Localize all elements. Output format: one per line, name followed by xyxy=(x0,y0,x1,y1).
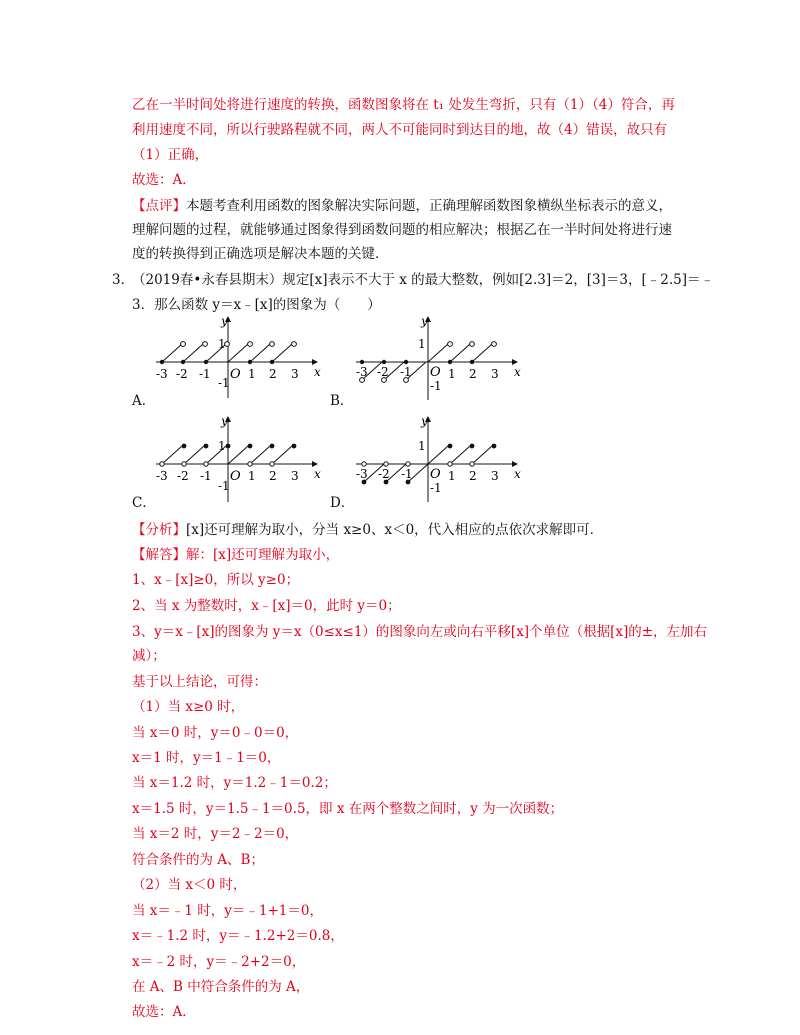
graph-c-origin: O xyxy=(230,469,241,484)
graph-option-a xyxy=(150,314,320,402)
analysis-text: [x]还可理解为取小，分当 x≥0、x＜0，代入相应的点依次求解即可． xyxy=(186,522,604,538)
graph-a-tick-m2: -2 xyxy=(176,367,188,381)
graph-d-tick-3: 3 xyxy=(491,469,499,483)
graph-d-tick-2: 2 xyxy=(469,469,477,483)
graph-a-origin: O xyxy=(230,367,241,382)
graph-d-y-label: y xyxy=(421,414,428,428)
graph-a-x-label: x xyxy=(314,365,321,379)
option-c-label: C． xyxy=(132,495,156,511)
solution-line-0 xyxy=(132,546,339,564)
solution-line-18: 故选：A． xyxy=(132,1004,196,1020)
question-line-1: （2019春•永春县期末）规定[x]表示不大于 x 的最大整数，例如[2.3]＝2，[3]＝3，[﹣2.5]＝﹣ xyxy=(132,272,714,288)
graph-a-one: 1 xyxy=(218,337,226,351)
comment-line-2: 理解问题的过程，就能够通过图象得到函数问题的相应解决；根据乙在一半时间处将进行速 xyxy=(132,222,672,238)
graph-c-x-label: x xyxy=(314,467,321,481)
graph-d-origin: O xyxy=(430,467,441,482)
solution-line-7: 当 x＝0 时，y＝0﹣0＝0， xyxy=(132,725,299,741)
graph-option-d xyxy=(350,414,520,504)
solution-line-17: 在 A、B 中符合条件的为 A， xyxy=(132,979,310,995)
solution-text-0: 解：[x]还可理解为取小， xyxy=(186,547,340,563)
graph-b-tick-m3: -3 xyxy=(356,365,368,379)
graph-option-c xyxy=(150,414,320,504)
option-d-label: D． xyxy=(330,495,355,511)
graph-d-neg-one: -1 xyxy=(430,481,442,495)
graph-c-tick-m1: -1 xyxy=(200,469,212,483)
option-b-label: B． xyxy=(330,393,354,409)
solution-line-16: x＝﹣2 时，y＝﹣2+2＝0， xyxy=(132,954,306,970)
graph-d-tick-m2: -2 xyxy=(378,467,390,481)
comment-tag: 【点评】 xyxy=(132,198,186,214)
solution-line-12: 符合条件的为 A、B； xyxy=(132,852,264,868)
analysis-line xyxy=(132,521,603,539)
question-number: 3． xyxy=(112,272,135,288)
solution-line-4: 减）； xyxy=(132,648,166,664)
graph-d-tick-m1: -1 xyxy=(401,467,413,481)
graph-c-tick-2: 2 xyxy=(269,469,277,483)
graph-b-x-label: x xyxy=(514,365,521,379)
graph-a-tick-m1: -1 xyxy=(199,367,211,381)
graph-b-tick-3: 3 xyxy=(491,367,499,381)
solution-line-13: （2）当 x＜0 时， xyxy=(132,877,247,893)
graph-d-tick-1: 1 xyxy=(448,469,456,483)
comment-text-1: 本题考查利用函数的图象解决实际问题，正确理解函数图象横纵坐标表示的意义， xyxy=(186,198,672,214)
solution-line-5: 基于以上结论，可得： xyxy=(132,674,267,690)
solution-line-14: 当 x＝﹣1 时，y＝﹣1+1＝0， xyxy=(132,903,323,919)
graph-a-tick-3: 3 xyxy=(291,367,299,381)
solution-line-1: 1、x﹣[x]≥0，所以 y≥0； xyxy=(132,572,300,588)
comment-line-1 xyxy=(132,197,672,215)
question-line-2: 3．那么函数 y＝x﹣[x]的图象为（ ） xyxy=(132,297,381,313)
solution-line-8: x＝1 时，y＝1﹣1＝0， xyxy=(132,750,281,766)
graph-d-one: 1 xyxy=(418,439,426,453)
option-a-label: A． xyxy=(132,393,156,409)
graph-d-tick-m3: -3 xyxy=(356,467,368,481)
analysis-tag: 【分析】 xyxy=(132,522,186,538)
graph-c-tick-1: 1 xyxy=(248,469,256,483)
solution-line-3: 3、y＝x﹣[x]的图象为 y＝x（0≤x≤1）的图象向左或向右平移[x]个单位（根据[x]的±，左加右 xyxy=(132,624,708,640)
graph-c-y-label: y xyxy=(221,414,228,428)
graph-c-one: 1 xyxy=(218,439,226,453)
graph-a-neg-one: -1 xyxy=(218,376,230,390)
graph-option-b xyxy=(350,314,520,402)
graph-a-tick-m3: -3 xyxy=(156,367,168,381)
graph-b-y-label: y xyxy=(421,314,428,328)
graph-b-tick-m1: -1 xyxy=(400,365,412,379)
graph-b-tick-2: 2 xyxy=(469,367,477,381)
graph-a-y-label: y xyxy=(221,314,228,328)
prev-solution-line-1: 乙在一半时间处将进行速度的转换，函数图象将在 t₁ 处发生弯折，只有（1）（4）符合，再 xyxy=(132,97,675,113)
graph-a-tick-2: 2 xyxy=(269,367,277,381)
graph-b-neg-one: -1 xyxy=(430,379,442,393)
solution-tag: 【解答】 xyxy=(132,547,186,563)
solution-line-2: 2、当 x 为整数时，x﹣[x]＝0，此时 y＝0； xyxy=(132,598,401,614)
graph-b-tick-1: 1 xyxy=(448,367,456,381)
graph-a-tick-1: 1 xyxy=(248,367,256,381)
prev-solution-line-3: （1）正确， xyxy=(132,147,209,163)
graph-b-one: 1 xyxy=(418,337,426,351)
graph-c-tick-m3: -3 xyxy=(156,469,168,483)
graph-c-tick-3: 3 xyxy=(291,469,299,483)
solution-line-6: （1）当 x≥0 时， xyxy=(132,699,245,715)
graph-b-tick-m2: -2 xyxy=(377,365,389,379)
solution-line-15: x＝﹣1.2 时，y＝﹣1.2+2＝0.8， xyxy=(132,928,344,944)
prev-solution-line-2: 利用速度不同，所以行驶路程就不同，两人不可能同时到达目的地，故（4）错误，故只有 xyxy=(132,122,668,138)
solution-line-9: 当 x＝1.2 时，y＝1.2﹣1＝0.2； xyxy=(132,775,337,791)
solution-line-10: x＝1.5 时，y＝1.5﹣1＝0.5，即 x 在两个整数之间时，y 为一次函数； xyxy=(132,801,564,817)
comment-line-3: 度的转换得到正确选项是解决本题的关键． xyxy=(132,246,389,262)
graph-d-x-label: x xyxy=(514,467,521,481)
graph-c-tick-m2: -2 xyxy=(177,469,189,483)
graph-c-neg-one: -1 xyxy=(218,479,230,493)
prev-answer: 故选：A． xyxy=(132,172,196,188)
graph-b-origin: O xyxy=(430,365,441,380)
solution-line-11: 当 x＝2 时，y＝2﹣2＝0， xyxy=(132,826,299,842)
